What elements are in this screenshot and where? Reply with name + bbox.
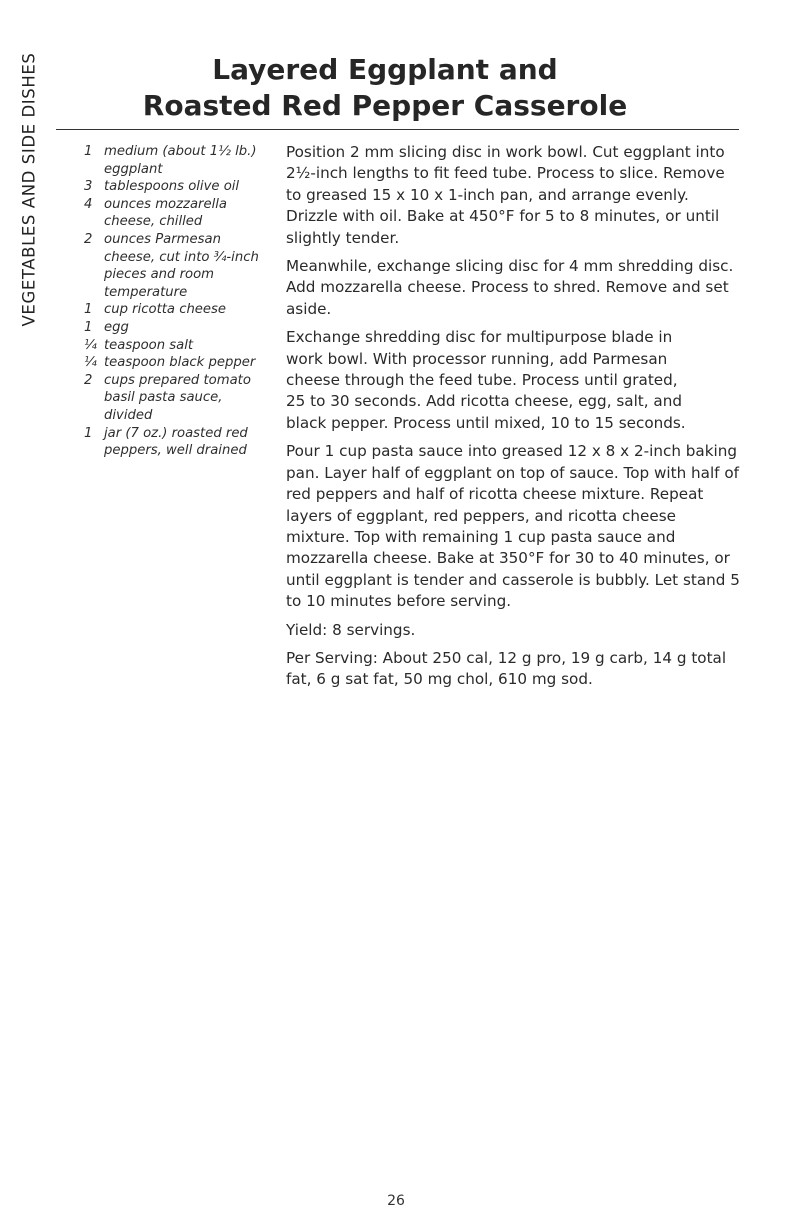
ingredient-item: [84, 301, 269, 319]
method-text: [286, 142, 742, 698]
ingredient-desc: teaspoon black pepper: [104, 355, 256, 371]
page-number: 26: [387, 1193, 405, 1209]
ingredient-item: [84, 231, 269, 301]
ingredient-desc: medium (about 1½ lb.) eggplant: [104, 144, 257, 177]
ingredient-item: [84, 354, 269, 372]
yield-text: Yield: 8 servings.: [286, 620, 416, 639]
ingredient-qty: 2: [84, 372, 93, 388]
ingredient-item: [84, 319, 269, 337]
ingredient-item: [84, 178, 269, 196]
ingredient-item: [84, 196, 269, 231]
recipe-title-line-2: Roasted Red Pepper Casserole: [142, 89, 628, 122]
ingredient-desc: tablespoons olive oil: [104, 179, 240, 195]
ingredient-desc: cup ricotta cheese: [104, 302, 227, 318]
ingredient-item: [84, 425, 269, 460]
section-tab: [18, 30, 40, 348]
ingredient-qty: 3: [84, 179, 93, 195]
ingredient-qty: ¼: [84, 337, 97, 353]
ingredient-item: [84, 372, 269, 425]
section-tab-label: VEGETABLES AND SIDE DISHES: [19, 52, 39, 326]
title-divider: [56, 129, 739, 130]
ingredient-desc: teaspoon salt: [104, 337, 194, 353]
ingredient-desc: ounces mozzarella cheese, chilled: [104, 196, 227, 230]
ingredient-desc: egg: [104, 319, 129, 335]
ingredient-qty: 2: [84, 231, 93, 247]
ingredient-qty: 4: [84, 196, 93, 212]
recipe-title: [100, 52, 670, 124]
ingredient-item: [84, 143, 269, 178]
method-step-1: Position 2 mm slicing disc in work bowl. Cut eggplant into 2½-inch lengths to fit feed tube. Process to slice. Remove to greased 15 x 10 x 1-inch pan, and arrange evenly. Drizzle with oil. Bake at 450°F for 5 to 8 minutes, or until slightly tender.: [286, 143, 725, 247]
ingredient-desc: jar (7 oz.) roasted red peppers, well drained: [104, 425, 248, 459]
ingredient-item: [84, 337, 269, 355]
ingredient-qty: 1: [84, 144, 93, 159]
ingredient-qty: ¼: [84, 355, 97, 371]
ingredient-desc: cups prepared tomato basil pasta sauce, divided: [104, 372, 251, 423]
method-step-3: Exchange shredding disc for multipurpose blade in work bowl. With processor running, add Parmesan cheese through the feed tube. Process until grated, 25 to 30 seconds. Add ricotta cheese, egg, salt, and black pepper. Process until mixed, 10 to 15 seconds.: [286, 328, 686, 432]
method-step-4: Pour 1 cup pasta sauce into greased 12 x 8 x 2-inch baking pan. Layer half of eggplant on top of sauce. Top with half of red peppers and half of ricotta cheese mixture. Repeat layers of eggplant, red peppers, and ricotta cheese mixture. Top with remaining 1 cup pasta sauce and mozzarella cheese. Bake at 350°F for 30 to 40 minutes, or until eggplant is tender and casserole is bubbly. Let stand 5 to 10 minutes before serving.: [286, 442, 740, 611]
ingredient-list: [84, 143, 269, 460]
ingredient-desc: ounces Parmesan cheese, cut into ¾-inch pieces and room temperature: [104, 231, 259, 300]
recipe-title-line-1: Layered Eggplant and: [212, 53, 558, 86]
nutrition-text: Per Serving: About 250 cal, 12 g pro, 19 g carb, 14 g total fat, 6 g sat fat, 50 mg chol, 610 mg sod.: [286, 648, 727, 689]
ingredient-qty: 1: [84, 425, 93, 441]
ingredient-qty: 1: [84, 319, 93, 335]
ingredient-qty: 1: [84, 302, 93, 318]
method-step-2: Meanwhile, exchange slicing disc for 4 mm shredding disc. Add mozzarella cheese. Process to shred. Remove and set aside.: [286, 257, 734, 318]
